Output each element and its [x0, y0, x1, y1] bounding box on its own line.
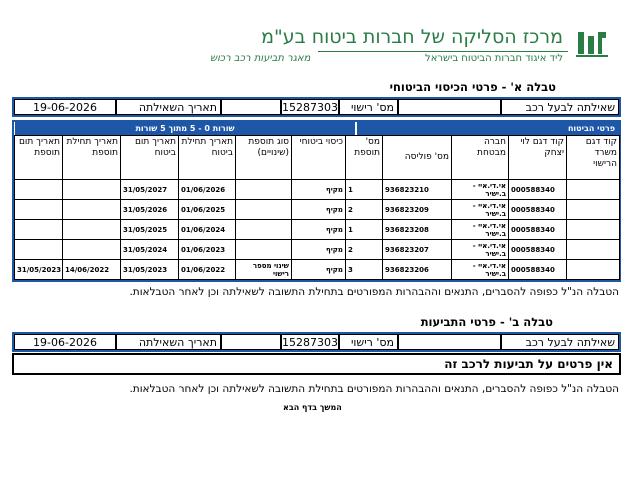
col-header: תאריך תחילת תוספת	[63, 136, 121, 180]
cell-end: 31/05/2026	[121, 200, 179, 220]
col-header: תאריך תום תוספת	[15, 136, 63, 180]
cell-coverage: מקיף	[292, 180, 346, 200]
table-header-row	[15, 136, 620, 180]
continued-next-page: המשך בדף הבא	[283, 403, 342, 412]
cell-model-code	[567, 240, 620, 260]
cell-coverage: מקיף	[292, 220, 346, 240]
policy-table	[14, 135, 620, 280]
query-label: שאילתה לבעל רכב	[501, 334, 619, 350]
table-row	[15, 260, 620, 280]
col-header: מס' פוליסה	[383, 136, 452, 180]
cell-addition: 1	[346, 180, 383, 200]
cell-end: 31/05/2025	[121, 220, 179, 240]
section-b-info	[12, 332, 621, 352]
database-name: מאגר תביעות רכב רכוש	[210, 53, 311, 64]
table-row	[15, 200, 620, 220]
cell-insurer: אי.די.איי - ב.ישיר	[452, 200, 509, 220]
cell-levi-code: 000588340	[509, 180, 567, 200]
cell-start: 01/06/2025	[179, 200, 236, 220]
cell-add-start: 14/06/2022	[63, 260, 121, 280]
section-b-note: הטבלה הנ"ל כפופה להסברים, התנאים וההבהרות המפורטים בתחילת התשובה לשאילתה וכן לאחר הטבלאות.	[129, 383, 619, 395]
license-label: מס' רישוי	[339, 334, 398, 350]
section-b-title: טבלה ב' - פרטי התביעות	[420, 315, 553, 329]
date-label: תאריך השאילתה	[116, 334, 221, 350]
policy-table-box	[12, 120, 621, 282]
cell-coverage: מקיף	[292, 260, 346, 280]
license-label: מס' רישוי	[339, 99, 398, 115]
cell-addition: 3	[346, 260, 383, 280]
cell-add-type: שינוי מספר רישוי	[236, 260, 292, 280]
logo-icon	[572, 22, 612, 62]
date-label: תאריך השאילתה	[116, 99, 221, 115]
cell-coverage: מקיף	[292, 240, 346, 260]
cell-end: 31/05/2024	[121, 240, 179, 260]
logo-text	[592, 27, 593, 28]
license-blank	[221, 334, 281, 350]
query-label: שאילתה לבעל רכב	[501, 99, 619, 115]
table-row	[15, 180, 620, 200]
cell-end: 31/05/2027	[121, 180, 179, 200]
table-row	[15, 240, 620, 260]
org-name: מרכז הסליקה של חברות ביטוח בע"מ	[261, 26, 563, 48]
cell-add-type	[236, 240, 292, 260]
cell-policy: 936823209	[383, 200, 452, 220]
cell-levi-code: 000588340	[509, 240, 567, 260]
cell-addition: 2	[346, 200, 383, 220]
table-row	[15, 220, 620, 240]
cell-model-code	[567, 180, 620, 200]
cell-model-code	[567, 220, 620, 240]
section-a-info	[12, 97, 621, 117]
cell-add-start	[63, 240, 121, 260]
col-header: חברה מבטחת	[452, 136, 509, 180]
section-a-note: הטבלה הנ"ל כפופה להסברים, התנאים וההבהרות המפורטים בתחילת התשובה לשאילתה וכן לאחר הטבלאות.	[129, 286, 619, 298]
col-header: קוד דגם משרד הרישוי	[567, 136, 620, 180]
no-claims-message: אין פרטים על תביעות לרכב זה	[12, 353, 621, 375]
col-header: סוג תוספת (שינויים)	[236, 136, 292, 180]
cell-model-code	[567, 260, 620, 280]
license-value: 15287303	[282, 100, 338, 114]
header-divider	[318, 51, 568, 52]
date-value: 19-06-2026	[14, 99, 116, 115]
cell-add-start	[63, 220, 121, 240]
cell-insurer: אי.די.איי - ב.ישיר	[452, 220, 509, 240]
col-header: קוד דגם לוי יצחק	[509, 136, 567, 180]
cell-add-end	[15, 180, 63, 200]
cell-levi-code: 000588340	[509, 220, 567, 240]
cell-add-end	[15, 200, 63, 220]
cell-add-end	[15, 240, 63, 260]
cell-start: 01/06/2023	[179, 240, 236, 260]
cell-levi-code: 000588340	[509, 200, 567, 220]
cell-policy: 936823210	[383, 180, 452, 200]
cell-start: 01/06/2024	[179, 220, 236, 240]
bar-row-count: שורות 0 - 5 מתוך 5 שורות	[14, 122, 355, 135]
cell-start: 01/06/2022	[179, 260, 236, 280]
col-header: כיסוי ביטוחי	[292, 136, 346, 180]
col-header: תאריך תחילת ביטוח	[179, 136, 236, 180]
cell-policy: 936823206	[383, 260, 452, 280]
cell-levi-code: 000588340	[509, 260, 567, 280]
cell-add-start	[63, 200, 121, 220]
cell-insurer: אי.די.איי - ב.ישיר	[452, 180, 509, 200]
cell-model-code	[567, 200, 620, 220]
cell-add-start	[63, 180, 121, 200]
cell-policy: 936823207	[383, 240, 452, 260]
license-value: 15287303	[282, 335, 338, 349]
cell-add-end: 31/05/2023	[15, 260, 63, 280]
cell-start: 01/06/2026	[179, 180, 236, 200]
cell-add-end	[15, 220, 63, 240]
query-blank	[398, 334, 501, 350]
cell-coverage: מקיף	[292, 200, 346, 220]
cell-add-type	[236, 200, 292, 220]
cell-addition: 1	[346, 220, 383, 240]
date-value: 19-06-2026	[14, 334, 116, 350]
bar-insurance-details: פרטי הביטוח	[357, 122, 619, 135]
section-a-title: טבלה א' - פרטי הכיסוי הביטוחי	[389, 80, 556, 94]
cell-insurer: אי.די.איי - ב.ישיר	[452, 240, 509, 260]
license-blank	[221, 99, 281, 115]
cell-add-type	[236, 220, 292, 240]
cell-insurer: אי.די.איי - ב.ישיר	[452, 260, 509, 280]
cell-addition: 2	[346, 240, 383, 260]
cell-end: 31/05/2023	[121, 260, 179, 280]
cell-policy: 936823208	[383, 220, 452, 240]
org-subtitle: ליד איגוד חברות הביטוח בישראל	[425, 53, 563, 64]
query-blank	[398, 99, 501, 115]
cell-add-type	[236, 180, 292, 200]
col-header: מס' תוספת	[346, 136, 383, 180]
col-header: תאריך תום ביטוח	[121, 136, 179, 180]
